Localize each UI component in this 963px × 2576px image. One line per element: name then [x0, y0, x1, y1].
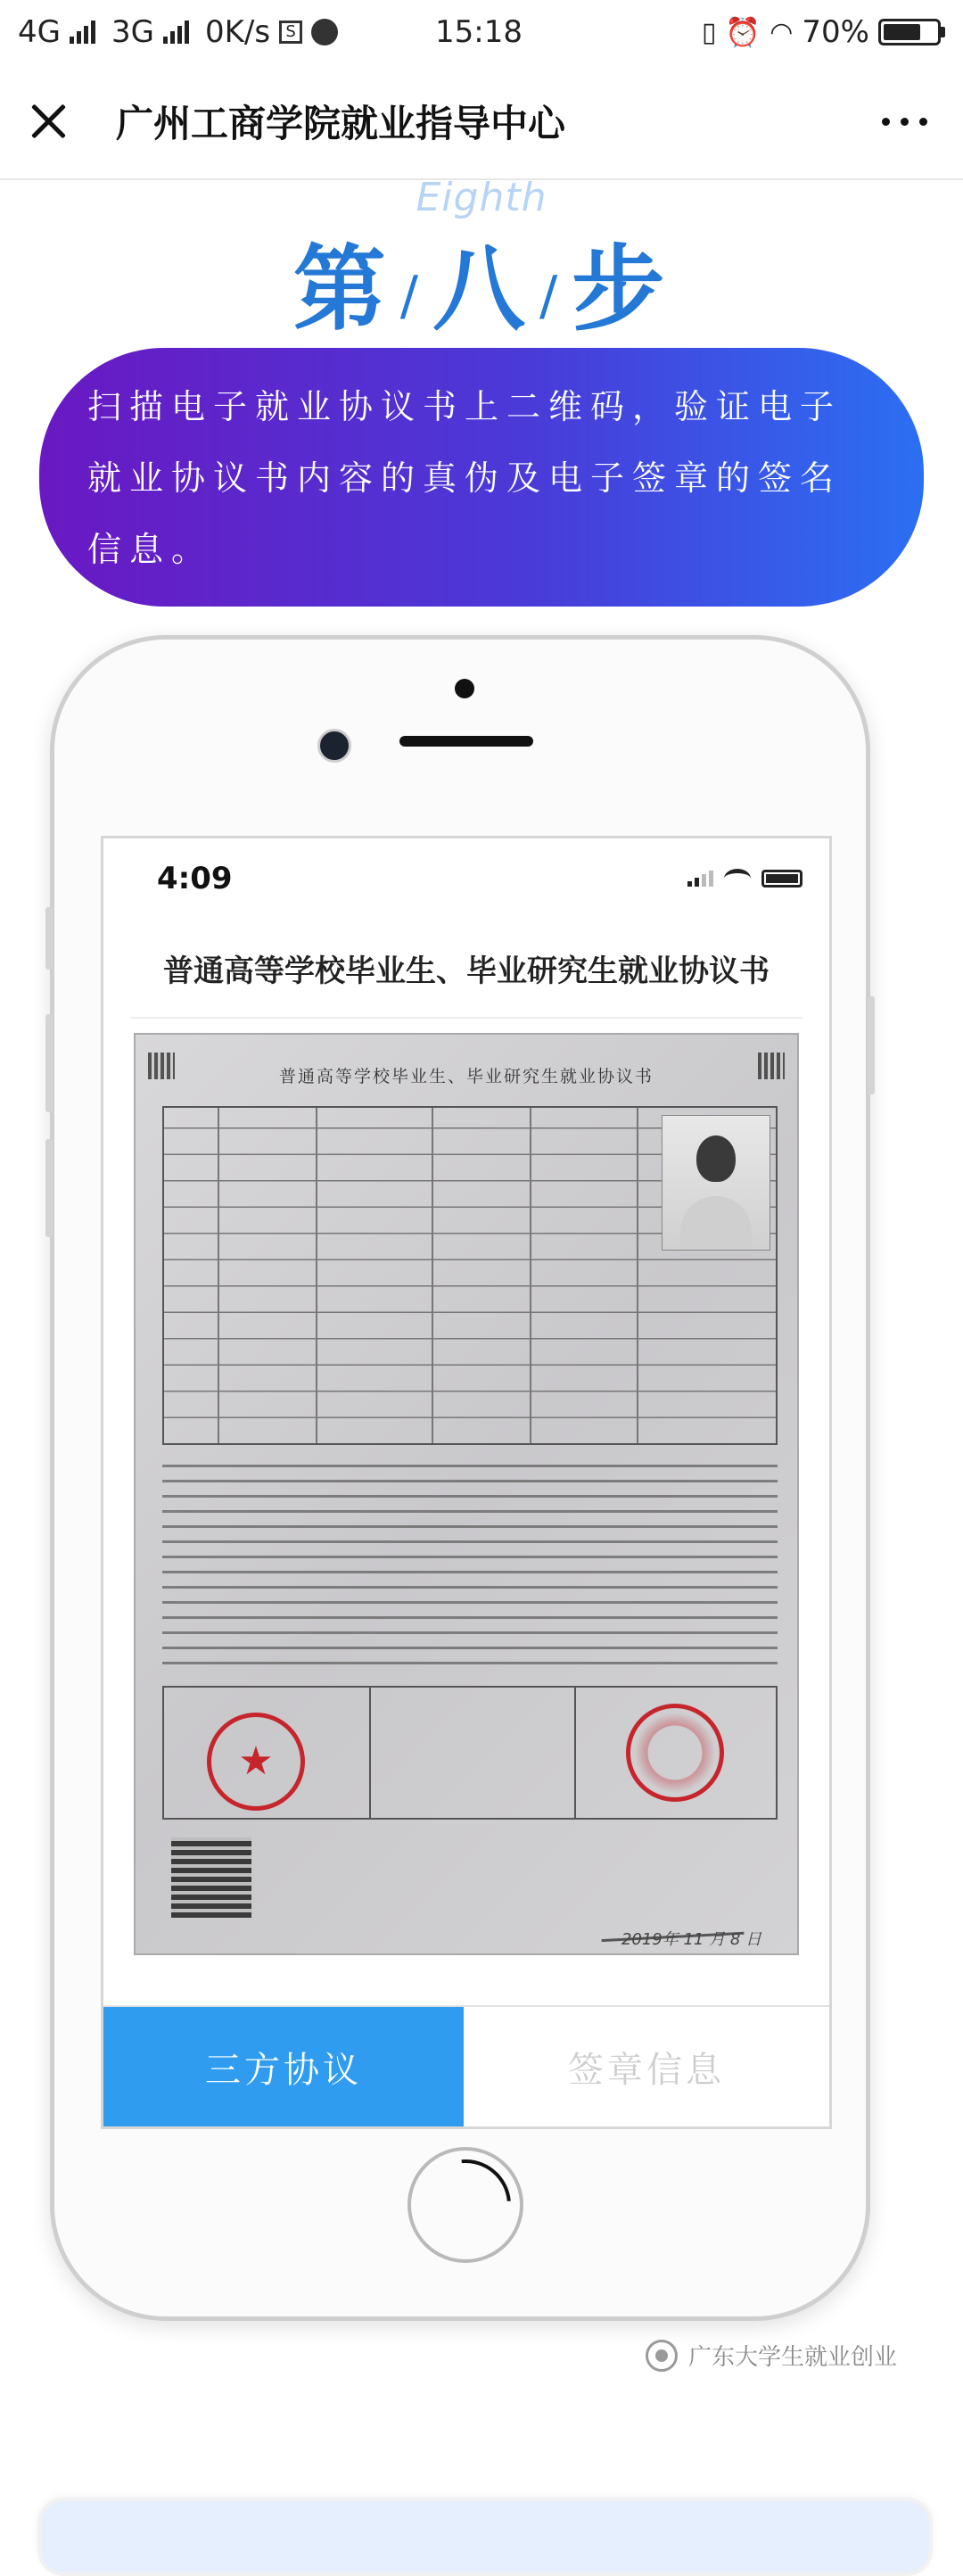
agreement-terms	[162, 1463, 778, 1677]
instruction-text: 扫描电子就业协议书上二维码，验证电子就业协议书内容的真伪及电子签章的签名信息。	[87, 387, 843, 569]
step-title	[0, 214, 963, 348]
phone-side-button	[868, 996, 875, 1094]
paper-title: 普通高等学校毕业生、毕业研究生就业协议书	[278, 1067, 654, 1086]
home-button	[407, 2147, 523, 2263]
step-char: 第	[292, 235, 391, 343]
watermark-logo-icon	[646, 2340, 678, 2372]
sim-icon: S	[279, 21, 302, 44]
status-left	[18, 14, 338, 50]
watermark-text: 广东大学生就业创业	[687, 2344, 897, 2371]
status-right	[702, 14, 945, 50]
inner-status-bar	[103, 838, 829, 919]
signal-icon	[163, 21, 189, 44]
phone-camera-icon	[317, 729, 351, 763]
battery-percent: 70%	[802, 14, 869, 50]
nav-bar	[0, 64, 963, 180]
next-section-card	[37, 2498, 933, 2576]
phone-side-button	[45, 1139, 53, 1237]
tab-tripartite-agreement[interactable]: 三方协议	[103, 2007, 464, 2126]
step-subtitle: Eighth	[416, 175, 547, 220]
wifi-icon	[724, 869, 751, 888]
network-speed: 0K/s	[204, 14, 271, 50]
phone-side-button	[45, 907, 53, 970]
more-menu-icon[interactable]	[873, 109, 936, 135]
signal-icon	[70, 21, 95, 44]
phone-sensor	[455, 679, 474, 698]
status-time: 15:18	[435, 14, 523, 50]
inner-status-icons	[687, 869, 802, 888]
tab-bar	[103, 2005, 829, 2126]
instruction-banner	[39, 348, 924, 607]
phone-screen	[101, 836, 832, 2129]
battery-icon	[761, 870, 802, 888]
watermark	[646, 2339, 897, 2372]
phone-speaker	[399, 736, 533, 747]
verification-qr-code-icon	[171, 1837, 251, 1918]
status-bar	[0, 0, 963, 64]
tab-signature-info[interactable]: 签章信息	[464, 2007, 829, 2126]
phone-mockup	[50, 635, 870, 2321]
close-icon[interactable]	[27, 99, 71, 144]
step-slash: /	[399, 264, 424, 327]
network-3g-label: 3G	[111, 14, 154, 50]
seal-stamp-icon	[626, 1704, 724, 1802]
student-portrait	[662, 1115, 770, 1251]
agreement-document-photo	[134, 1033, 799, 1955]
paper-date: 2019年 11 月 8 日	[621, 1930, 761, 1949]
network-4g-label: 4G	[18, 14, 61, 50]
vibrate-icon: ▯	[701, 16, 717, 48]
step-char: 八	[432, 235, 531, 343]
phone-side-button	[45, 1014, 53, 1112]
signal-icon	[687, 871, 713, 887]
page-title: 广州工商学院就业指导中心	[116, 102, 566, 145]
document-heading: 普通高等学校毕业生、毕业研究生就业协议书	[130, 919, 802, 1019]
app-notification-icon	[311, 19, 338, 45]
inner-time: 4:09	[157, 861, 233, 896]
alarm-icon: ⏰	[725, 15, 761, 49]
wifi-icon: ◠	[770, 16, 794, 48]
step-slash: /	[539, 264, 564, 327]
step-char: 步	[572, 235, 671, 343]
seal-stamp-icon	[207, 1713, 305, 1811]
battery-icon	[878, 19, 945, 45]
